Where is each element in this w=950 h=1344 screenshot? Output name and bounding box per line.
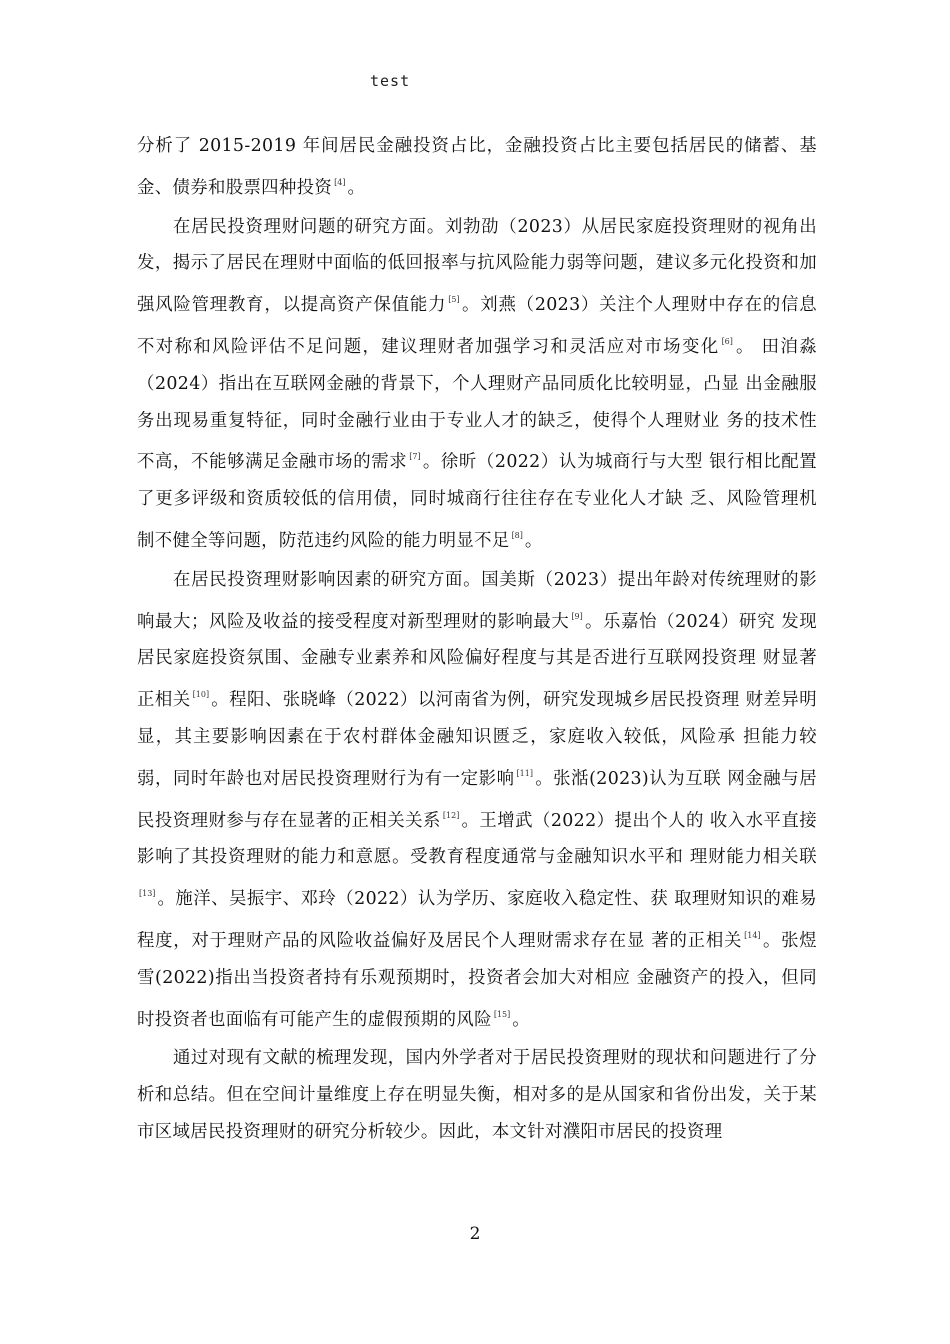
citation-marker: [4] xyxy=(334,177,346,187)
paragraph xyxy=(137,562,817,1039)
citation-marker: [7] xyxy=(409,452,421,462)
text-run: 。程阳、张晓峰（2022）以河南省为例，研究发现城乡居民投资理 财差异明显，其主要影响因素在于农村群体金融知识匮乏，家庭收入较低，风险承 担能力较弱，同时年龄也对居民投资理财行为有一定影响 xyxy=(137,690,818,789)
body-text xyxy=(137,128,817,1151)
text-run: 。 田洎淼（2024）指出在互联网金融的背景下，个人理财产品同质化比较明显，凸显 出金融服务出现易重复特征，同时金融行业由于专业人才的缺乏，使得个人理财业 务的技术性不高，不能够满足金融市场的需求 xyxy=(137,336,818,473)
citation-marker: [13] xyxy=(139,889,156,899)
text-run: 。 xyxy=(347,177,366,198)
citation-marker: [10] xyxy=(192,690,210,700)
citation-marker: [9] xyxy=(571,611,583,621)
citation-marker: [8] xyxy=(511,530,523,540)
text-run: 。乐嘉怡（2024）研究 发现居民家庭投资氛围、金融专业素养和风险偏好程度与其是否进行互联网投资理 财显著正相关 xyxy=(137,611,818,711)
text-run: 在居民投资理财影响因素的研究方面。国美斯（2023）提出年龄对传统理财的影响最大；风险及收益的接受程度对新型理财的影响最大 xyxy=(137,569,817,632)
text-run: 。刘燕（2023）关注个人理财中存在的信息不对称和风险评估不足问题，建议理财者加强学习和灵活应对市场变化 xyxy=(137,295,817,357)
text-run: 。 xyxy=(524,530,543,551)
text-run: 。王增武（2022）提出个人的 收入水平直接影响了其投资理财的能力和意愿。受教育程度通常与金融知识水平和 理财能力相关联 xyxy=(137,810,817,868)
text-run: 。张煜雪(2022)指出当投资者持有乐观预期时，投资者会加大对相应 金融资产的投入，但同时投资者也面临有可能产生的虚假预期的风险 xyxy=(137,930,817,1030)
paragraph xyxy=(137,128,817,207)
paragraph xyxy=(137,209,817,560)
citation-marker: [11] xyxy=(516,768,533,778)
page-header: test xyxy=(370,72,411,90)
text-run: 。徐昕（2022）认为城商行与大型 银行相比配置了更多评级和资质较低的信用债，同时城商行往往存在专业化人才缺 乏、风险管理机制不健全等问题，防范违约风险的能力明显不足 xyxy=(137,452,817,551)
text-run: 在居民投资理财问题的研究方面。刘勃劭（2023）从居民家庭投资理财的视角出发，揭示了居民在理财中面临的低回报率与抗风险能力弱等问题，建议多元化投资和加强风险管理教育，以提高资产保值能力 xyxy=(137,216,817,316)
citation-marker: [14] xyxy=(744,930,761,940)
page-number: 2 xyxy=(469,1224,481,1244)
paragraph xyxy=(137,1040,817,1150)
text-run: 。张湉(2023)认为互联 网金融与居民投资理财参与存在显著的正相关关系 xyxy=(137,768,817,831)
citation-marker: [12] xyxy=(442,810,460,820)
text-run: 分析了 2015-2019 年间居民金融投资占比，金融投资占比主要包括居民的储蓄、基 金、债券和股票四种投资 xyxy=(137,136,817,198)
citation-marker: [6] xyxy=(721,336,733,346)
text-run: 。 xyxy=(512,1009,530,1030)
citation-marker: [15] xyxy=(493,1009,511,1019)
citation-marker: [5] xyxy=(448,295,460,305)
text-run: 通过对现有文献的梳理发现，国内外学者对于居民投资理财的现状和问题进行了分析和总结。但在空间计量维度上存在明显失衡，相对多的是从国家和省份出发，关于某市区域居民投资理财的研究分析较少。因此，本文针对濮阳市居民的投资理 xyxy=(137,1048,817,1142)
text-run: 。施洋、吴振宇、邓玲（2022）认为学历、家庭收入稳定性、获 取理财知识的难易程度，对于理财产品的风险收益偏好及居民个人理财需求存在显 著的正相关 xyxy=(137,889,817,951)
